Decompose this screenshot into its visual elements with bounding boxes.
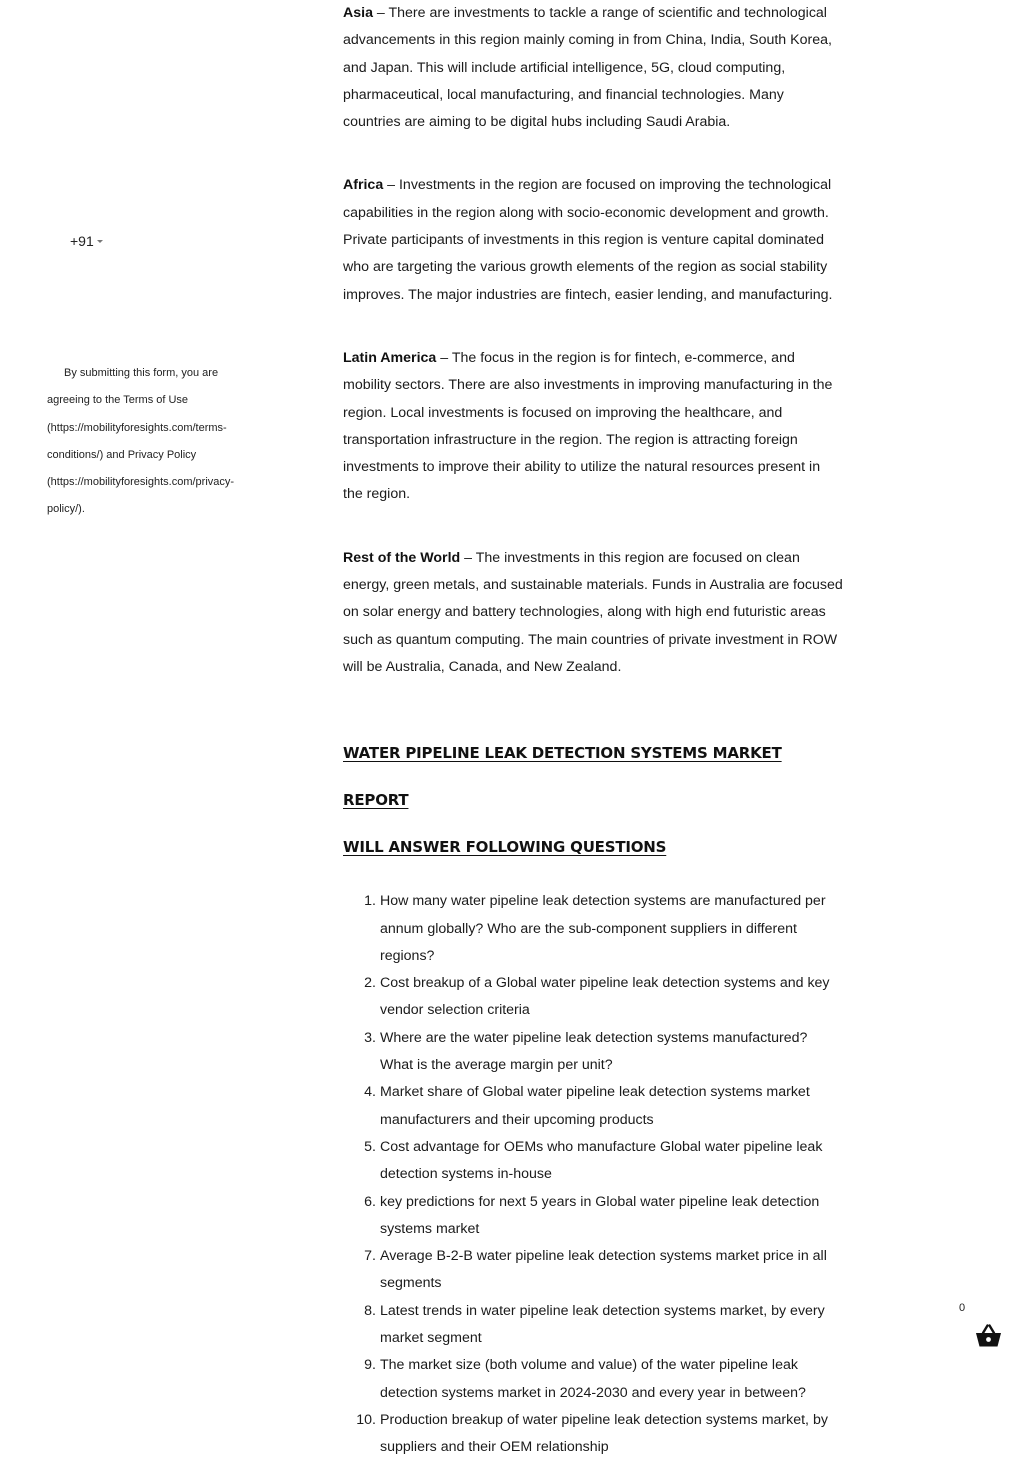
list-item-number: 7. [364,1248,376,1265]
list-item [343,1298,843,1353]
list-item-text: Where are the water pipeline leak detection systems manufactured? What is the average margin per unit? [380,1029,808,1074]
list-item-text: Market share of Global water pipeline leak detection systems market manufacturers and their upcoming products [380,1084,810,1128]
list-item-text: The market size (both volume and value) of the water pipeline leak detection systems market in 2024-2030 and every year in between? [380,1357,806,1401]
region-description: – Investments in the region are focused on improving the technological capabilities in the region along with socio-economic development and growth. Private participants of investments in this region is venture capital dominated who are targeting the various growth elements of the region as social stability improves. The major industries are fintech, easier lending, and manufacturing. [343,177,833,303]
caret-down-icon [97,240,103,243]
list-item [343,888,843,970]
list-item [343,1134,843,1189]
list-item [343,970,843,1025]
region-paragraph-latin-america [343,345,843,509]
region-name: Rest of the World [343,549,461,566]
list-item [343,1243,843,1298]
list-item [343,1025,843,1080]
lead-form-sidebar [0,0,300,1449]
list-item [343,1079,843,1134]
region-paragraph-africa [343,172,843,308]
list-item-number: 2. [364,975,376,992]
basket-icon[interactable] [975,1323,1002,1348]
list-item-text: How many water pipeline leak detection systems are manufactured per annum globally? Who are the sub-component suppliers in different regions? [380,893,826,964]
list-item [343,1189,843,1244]
form-consent-text: By submitting this form, you are agreeing to the Terms of Use (https://mobilityforesights.com/terms-conditions/) and Privacy Policy (https://mobilityforesights.com/privacy-policy/). [47,367,235,516]
region-paragraph-rest-of-world [343,545,843,681]
list-item-text: Production breakup of water pipeline leak detection systems market, by suppliers and their OEM relationship [380,1411,828,1456]
article-content [343,0,843,1461]
list-item-text: Cost breakup of a Global water pipeline leak detection systems and key vendor selection criteria [380,975,830,1019]
list-item-number: 3. [364,1029,376,1046]
basket-icon-graphic [975,1323,1002,1348]
cart-count-badge: 0 [959,1302,966,1314]
questions-heading-line-2: WILL ANSWER FOLLOWING QUESTIONS [343,838,667,857]
questions-heading [343,730,843,871]
region-name: Latin America [343,349,437,366]
list-item-number: 8. [364,1302,376,1319]
list-item-number: 10. [356,1411,376,1428]
list-item-text: key predictions for next 5 years in Global water pipeline leak detection systems market [380,1193,820,1237]
region-description: – The focus in the region is for fintech, e-commerce, and mobility sectors. There are also investments in improving manufacturing in the region. Local investments is focused on improving the healthcare, and transportation infrastructure in the region. The region is attracting foreign investments to improve their ability to utilize the natural resources present in the region. [343,349,833,503]
list-item-number: 6. [364,1193,376,1210]
list-item [343,1352,843,1407]
list-item-number: 9. [364,1357,376,1374]
list-item [343,1407,843,1461]
list-item-text: Average B-2-B water pipeline leak detection systems market price in all segments [380,1248,827,1292]
questions-list [343,888,843,1461]
country-code-value: +91 [70,233,94,249]
list-item-text: Latest trends in water pipeline leak detection systems market, by every market segment [380,1302,825,1346]
list-item-number: 1. [364,893,376,910]
region-paragraph-asia [343,0,843,136]
country-code-select[interactable] [70,231,103,251]
region-description: – There are investments to tackle a range of scientific and technological advancements in this region mainly coming in from China, India, South Korea, and Japan. This will include artificial intelligence, 5G, cloud computing, pharmaceutical, local manufacturing, and financial technologies. Many countries are aiming to be digital hubs including Saudi Arabia. [343,5,832,131]
list-item-text: Cost advantage for OEMs who manufacture Global water pipeline leak detection systems in-house [380,1138,823,1183]
questions-heading-line-1: WATER PIPELINE LEAK DETECTION SYSTEMS MARKET REPORT [343,744,782,810]
list-item-number: 4. [364,1084,376,1101]
region-name: Africa [343,177,384,194]
region-description: – The investments in this region are focused on clean energy, green metals, and sustainable materials. Funds in Australia are focused on solar energy and battery technologies, along with high end futuristic areas such as quantum computing. The main countries of private investment in ROW will be Australia, Canada, and New Zealand. [343,549,843,675]
region-name: Asia [343,5,373,21]
list-item-number: 5. [364,1138,376,1155]
